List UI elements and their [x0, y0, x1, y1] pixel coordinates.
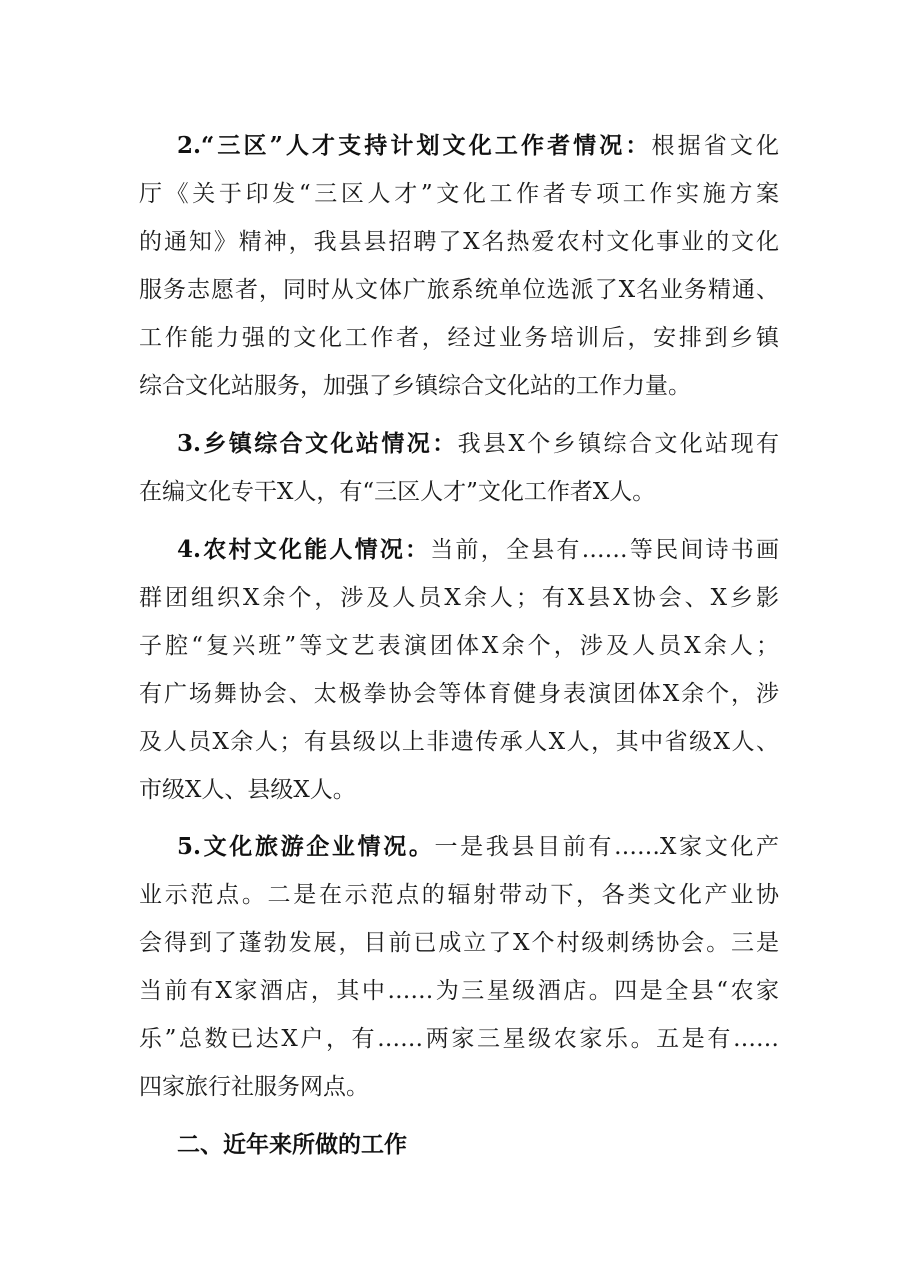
- paragraph-lead: 4.农村文化能人情况：: [177, 536, 431, 563]
- paragraph-line: 的通知》精神，我县县招聘了X名热爱农村文化事业的文化: [139, 229, 779, 255]
- paragraph-line: 4.农村文化能人情况：当前，全县有……等民间诗书画: [177, 536, 779, 563]
- paragraph-lead: 5.文化旅游企业情况。: [177, 833, 435, 860]
- paragraph-line: 市级X人、县级X人。: [139, 777, 356, 803]
- paragraph-line: 厅《关于印发“三区人才”文化工作者专项工作实施方案: [139, 181, 779, 207]
- paragraph-line: 乐”总数已达X户，有……两家三星级农家乐。五是有……: [139, 1026, 779, 1052]
- paragraph-line: 及人员X余人；有县级以上非遗传承人X人，其中省级X人、: [139, 729, 779, 755]
- paragraph-line: 5.文化旅游企业情况。一是我县目前有……X家文化产: [177, 833, 780, 860]
- paragraph-line: 有广场舞协会、太极拳协会等体育健身表演团体X余个，涉: [139, 681, 779, 707]
- paragraph-line: 业示范点。二是在示范点的辐射带动下，各类文化产业协: [139, 882, 779, 908]
- paragraph-lead: 3.乡镇综合文化站情况：: [177, 430, 458, 457]
- paragraph-line: 子腔“复兴班”等文艺表演团体X余个，涉及人员X余人；: [139, 633, 779, 659]
- paragraph-line: 四家旅行社服务网点。: [139, 1074, 369, 1100]
- paragraph-line: 2.“三区”人才支持计划文化工作者情况：根据省文化: [177, 132, 779, 159]
- paragraph-line: 会得到了蓬勃发展，目前已成立了X个村级刺绣协会。三是: [139, 930, 779, 956]
- section-heading: 二、近年来所做的工作: [177, 1131, 407, 1158]
- paragraph-line: 服务志愿者，同时从文体广旅系统单位选派了X名业务精通、: [139, 277, 779, 303]
- paragraph-line: 在编文化专干X人，有“三区人才”文化工作者X人。: [139, 479, 656, 505]
- paragraph-line: 当前有X家酒店，其中……为三星级酒店。四是全县“农家: [139, 978, 779, 1004]
- paragraph-lead: 2.“三区”人才支持计划文化工作者情况：: [177, 132, 652, 159]
- paragraph-line: 工作能力强的文化工作者，经过业务培训后，安排到乡镇: [139, 325, 779, 351]
- paragraph-line: 综合文化站服务，加强了乡镇综合文化站的工作力量。: [139, 373, 691, 399]
- paragraph-line: 3.乡镇综合文化站情况：我县X个乡镇综合文化站现有: [177, 430, 779, 457]
- paragraph-line: 群团组织X余个，涉及人员X余人；有X县X协会、X乡影: [139, 585, 779, 611]
